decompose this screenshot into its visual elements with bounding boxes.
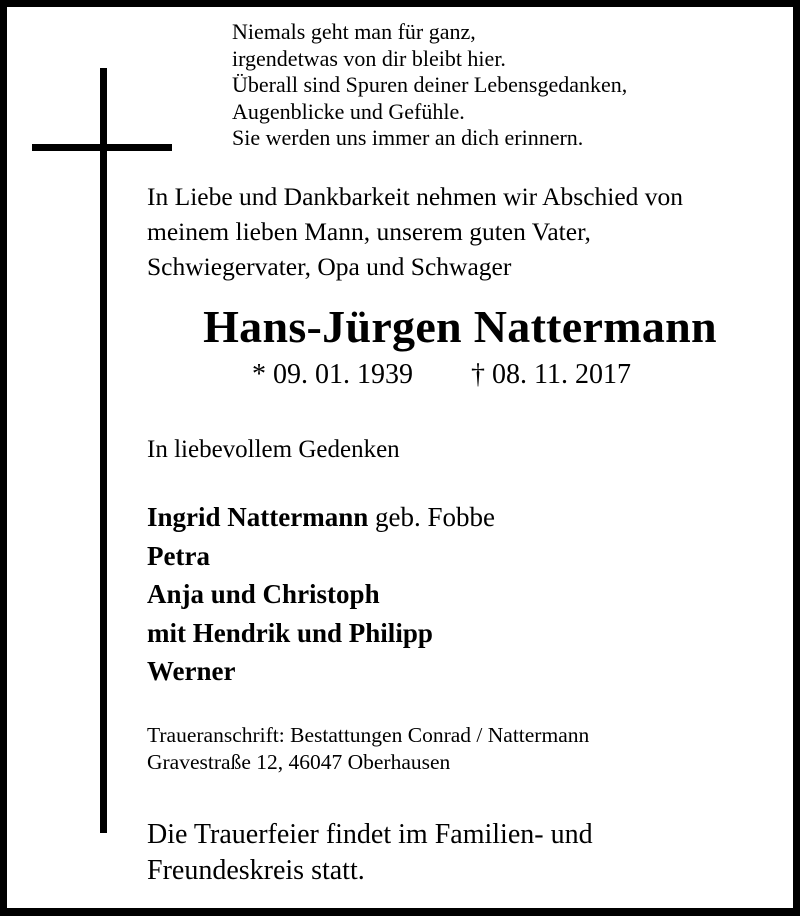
mourner-entry bbox=[147, 614, 495, 653]
ceremony-note bbox=[147, 817, 593, 889]
poem-line: Sie werden uns immer an dich erinnern. bbox=[232, 125, 584, 150]
ceremony-line: Die Trauerfeier findet im Familien- und bbox=[147, 819, 593, 850]
cross-vertical-bar bbox=[100, 68, 107, 833]
mourner-entry bbox=[147, 537, 495, 576]
memory-line: In liebevollem Gedenken bbox=[147, 436, 400, 463]
poem-line: irgendetwas von dir bleibt hier. bbox=[232, 45, 506, 71]
poem-line: Niemals geht man für ganz, bbox=[232, 19, 476, 44]
mourner-entry bbox=[147, 652, 495, 691]
birth-date: * 09. 01. 1939 bbox=[252, 359, 413, 390]
mourner-name: mit Hendrik und Philipp bbox=[147, 617, 433, 648]
address-line: Traueranschrift: Bestattungen Conrad / Nattermann bbox=[147, 723, 590, 747]
intro-line: meinem lieben Mann, unserem guten Vater, bbox=[147, 217, 591, 246]
intro-line: In Liebe und Dankbarkeit nehmen wir Abschied von bbox=[147, 182, 684, 211]
poem bbox=[232, 19, 627, 152]
mourner-name: Werner bbox=[147, 656, 236, 686]
death-date: † 08. 11. 2017 bbox=[471, 359, 631, 390]
mourner-name: Anja und Christoph bbox=[147, 579, 380, 609]
cross-horizontal-bar bbox=[32, 144, 172, 151]
mourners-list bbox=[147, 498, 495, 691]
farewell-intro bbox=[147, 179, 683, 284]
mourner-entry bbox=[147, 575, 495, 614]
deceased-name: Hans-Jürgen Nattermann bbox=[203, 301, 717, 352]
poem-line: Augenblicke und Gefühle. bbox=[232, 98, 465, 124]
maiden-name: geb. Fobbe bbox=[368, 502, 495, 532]
mourning-address bbox=[147, 722, 589, 776]
ceremony-line: Freundeskreis statt. bbox=[147, 855, 365, 886]
life-dates bbox=[252, 359, 631, 391]
address-line: Gravestraße 12, 46047 Oberhausen bbox=[147, 750, 451, 774]
mourner-name: Petra bbox=[147, 540, 210, 571]
poem-line: Überall sind Spuren deiner Lebensgedanken, bbox=[232, 72, 628, 97]
mourner-name: Ingrid Nattermann bbox=[147, 502, 369, 532]
intro-line: Schwiegervater, Opa und Schwager bbox=[147, 252, 512, 281]
mourner-entry bbox=[147, 498, 495, 537]
